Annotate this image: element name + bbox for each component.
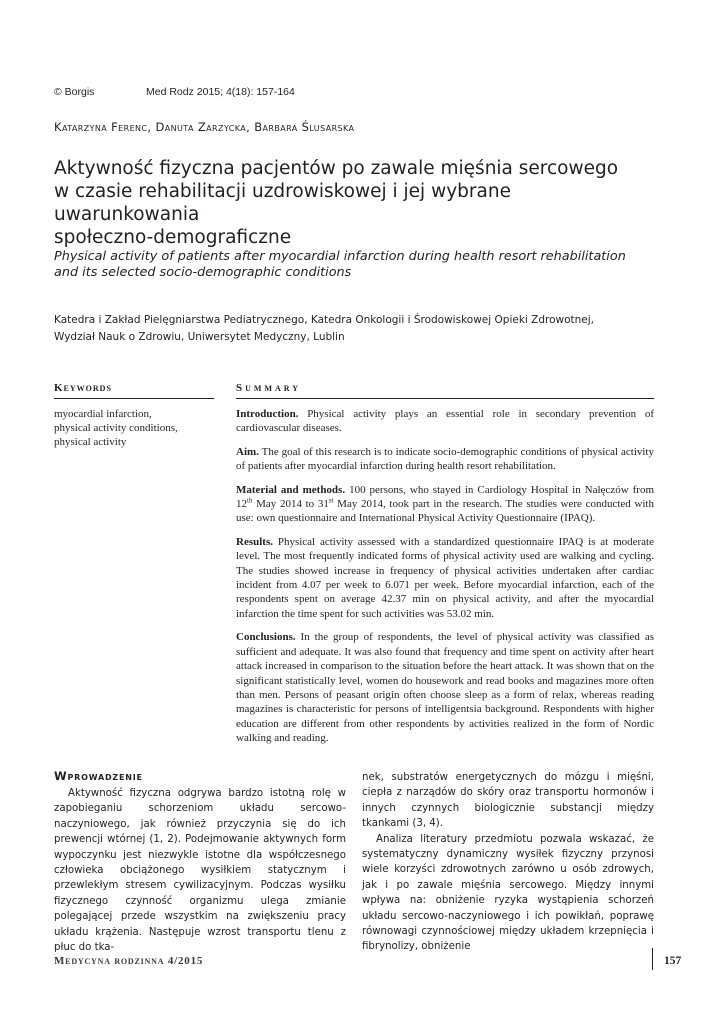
summary-results [236,535,654,621]
keywords-divider [54,398,214,399]
affiliation [54,312,674,346]
summary-conclusions [236,630,654,745]
journal-reference: Med Rodz 2015; 4(18): 157-164 [146,86,295,98]
page-number: 157 [664,955,682,967]
keyword-item: myocardial infarction, [54,408,152,420]
introduction-text: Physical activity plays an essential role in secondary prevention of cardiovascular diseases. [236,408,654,435]
body-paragraph: nek, substratów energetycznych do mózgu i mięśni, ciepła z narządów do skóry oraz transportu hormonów i innych czynnych biologicznie substancji między tkankami (3, 4). [362,772,654,830]
title-pl-line: społeczno-demograficzne [54,227,292,248]
title-en-line: and its selected socio-demographic conditions [54,265,352,280]
page-header [54,86,295,98]
keywords-heading: Keywords [54,382,112,394]
author-list: Katarzyna Ferenc, Danuta Zarzycka, Barbara Ślusarska [54,120,355,134]
methods-label: Material and methods. [236,483,346,496]
keyword-item: physical activity conditions, [54,422,178,434]
summary-aim [236,445,654,474]
title-pl-line: w czasie rehabilitacji uzdrowiskowej i jej wybrane uwarunkowania [54,181,511,225]
affiliation-line: Katedra i Zakład Pielęgniarstwa Pediatrycznego, Katedra Onkologii i Środowiskowej Opieki Zdrowotnej, [54,314,595,326]
body-paragraph: Aktywność fizyczna odgrywa bardzo istotną rolę w zapobieganiu schorzeniom układu sercowo-naczyniowego, jak również przyczynia się do ich prewencji wtórnej (1, 2). Podejmowanie aktywnych form wypoczynku jest niezwykle istotne dla współczesnego człowieka obciążonego wysiłkiem statycznym i przewlekłym stresem cywilizacyjnym. Podczas wysiłku fizycznego czynność organizmu ulega zmianie polegającej przede wszystkim na zwiększeniu pracy układu krążenia. Następuje wzrost transportu tlenu z płuc do tka- [54,788,346,954]
publisher-label: © Borgis [54,86,95,98]
article-title-polish [54,157,654,249]
footer-journal: Medycyna rodzinna 4/2015 [54,955,204,967]
body-column-left [54,786,346,955]
keyword-item: physical activity [54,436,127,448]
introduction-label: Introduction. [236,408,299,420]
body-paragraph: Analiza literatury przedmiotu pozwala wskazać, że systematyczny dynamiczny wysiłek fizyczny przynosi wiele korzyści zdrowotnych zarówno u osób zdrowych, jak i po zawale mięśnia sercowego. Między innymi wpływa na: obniżenie ryzyka wystąpienia schorzeń układu sercowo-naczyniowego i ich powikłań, poprawę równowagi czynnościowej między układem krzepnięcia i fibrynolizy, obniżenie [362,833,654,953]
ordinal-suffix: th [247,496,253,505]
summary-methods [236,483,654,526]
summary-introduction [236,407,654,436]
summary-divider [236,398,654,399]
aim-label: Aim. [236,445,259,458]
conclusions-label: Conclusions. [236,631,296,644]
section-title: Wprowadzenie [54,769,143,783]
body-column-right [362,770,654,955]
methods-text: May 2014, took part in the research. The studies were conducted with use: own questionnaire and International Physical Activity Questionnaire (IPAQ). [236,498,654,525]
methods-text: 100 persons, who stayed in Cardiology Hospital in Nałęczów from 12 [236,483,654,511]
ordinal-suffix: st [328,496,334,505]
conclusions-text: In the group of respondents, the level of physical activity was classified as sufficient and adequate. It was also found that frequency and time spent on activity after heart attack increased in comparison to the situation before the heart attack. It was shown that on the significant statistically level, women do housework and read books and magazines more often than men. Persons of peasant origin often choose sleep as a form of relax, whereas reading magazines is characteristic for persons of intelligentsia background. Respondents with higher education are different from other respondents by activities realized in the form of Nordic walking and reading. [236,631,654,745]
title-en-line: Physical activity of patients after myocardial infarction during health resort rehabilitation [54,249,626,264]
affiliation-line: Wydział Nauk o Zdrowiu, Uniwersytet Medyczny, Lublin [54,331,345,343]
summary-body [236,407,654,755]
keywords-list [54,407,224,449]
summary-heading: Summary [236,382,302,394]
footer-divider [652,948,653,970]
results-label: Results. [236,535,273,548]
aim-text: The goal of this research is to indicate socio-demographic conditions of physical activity of patients after myocardial infarction during health resort rehabilitation. [236,445,654,473]
methods-text: May 2014 to 31 [252,498,329,511]
article-title-english [54,249,654,281]
title-pl-line: Aktywność fizyczna pacjentów po zawale mięśnia sercowego [54,158,619,179]
results-text: Physical activity assessed with a standardized questionnaire IPAQ is at moderate level. The most frequently indicated forms of physical activity used are walking and cycling. The studies showed increase in frequency of physical activities undertaken after cardiac incident from 4.07 per week to 6.071 per week. Before myocardial infarction, each of the respondents spent on average 42.37 min on physical activity, and after the myocardial infarction the time spent for such activities was 53.02 min. [236,535,654,620]
